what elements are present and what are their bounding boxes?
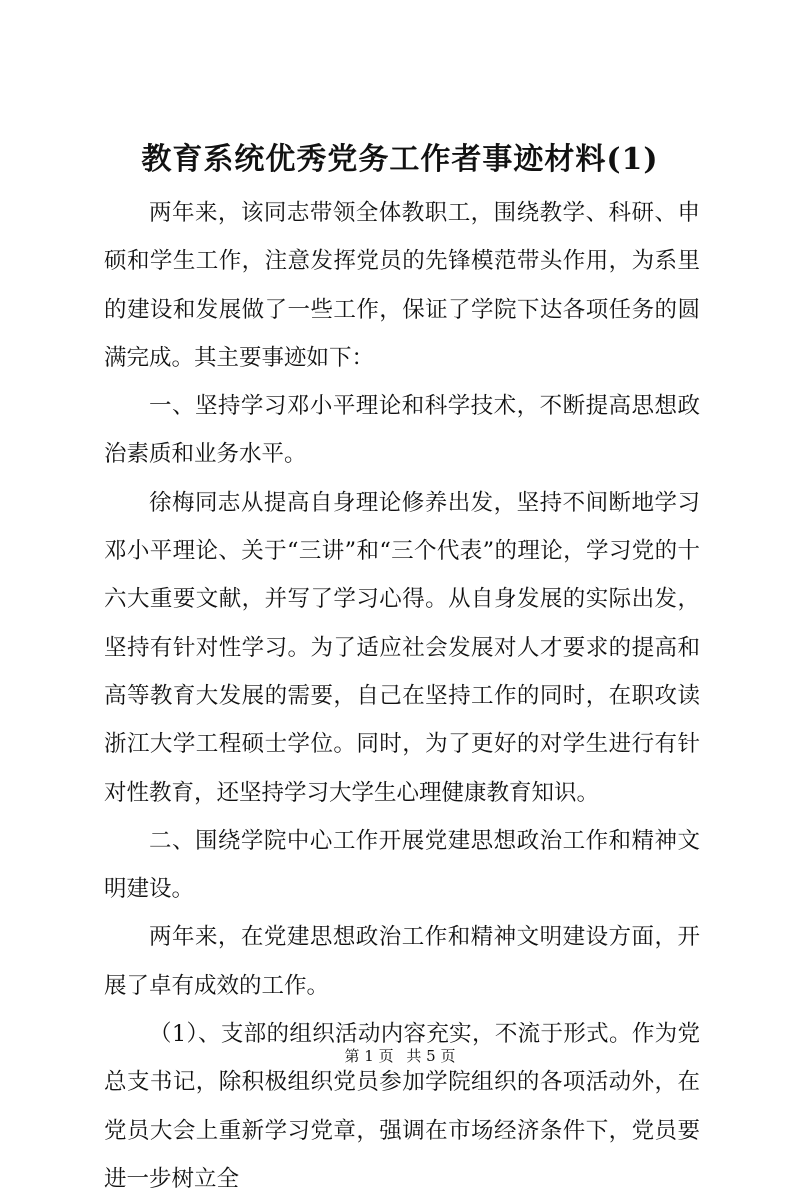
paragraph-intro: 两年来，该同志带领全体教职工，围绕教学、科研、申硕和学生工作，注意发挥党员的先锋模范带头作用，为系里的建设和发展做了一些工作，保证了学院下达各项任务的圆满完成。其主要事迹如下：: [104, 200, 700, 371]
paragraph-heading-2: 二、围绕学院中心工作开展党建思想政治工作和精神文明建设。: [104, 827, 700, 903]
paragraph-item-1: （1）、支部的组织活动内容充实，不流于形式。作为党总支书记，除积极组织党员参加学院组织的各项活动外，在党员大会上重新学习党章，强调在市场经济条件下，党员要进一步树立全: [104, 1021, 700, 1192]
document-title: 教育系统优秀党务工作者事迹材料(1): [141, 142, 659, 177]
paragraph-heading-1: 一、坚持学习邓小平理论和科学技术，不断提高思想政治素质和业务水平。: [104, 393, 700, 468]
page-number: 第 1 页: [344, 1047, 394, 1065]
paragraph-party-work: 两年来，在党建思想政治工作和精神文明建设方面，开展了卓有成效的工作。: [104, 924, 700, 999]
paragraph-study: 徐梅同志从提高自身理论修养出发，坚持不间断地学习邓小平理论、关于“三讲”和“三个代表”的理论，学习党的十六大重要文献，并写了学习心得。从自身发展的实际出发，坚持有针对性学习。为了适应社会发展对人才要求的提高和高等教育大发展的需要，自己在坚持工作的同时，在职攻读浙江大学工程硕士学位。同时，为了更好的对学生进行有针对性教育，还坚持学习大学生心理健康教育知识。: [104, 489, 700, 806]
page-total: 共 5 页: [406, 1047, 456, 1065]
page-footer: [0, 1046, 800, 1066]
